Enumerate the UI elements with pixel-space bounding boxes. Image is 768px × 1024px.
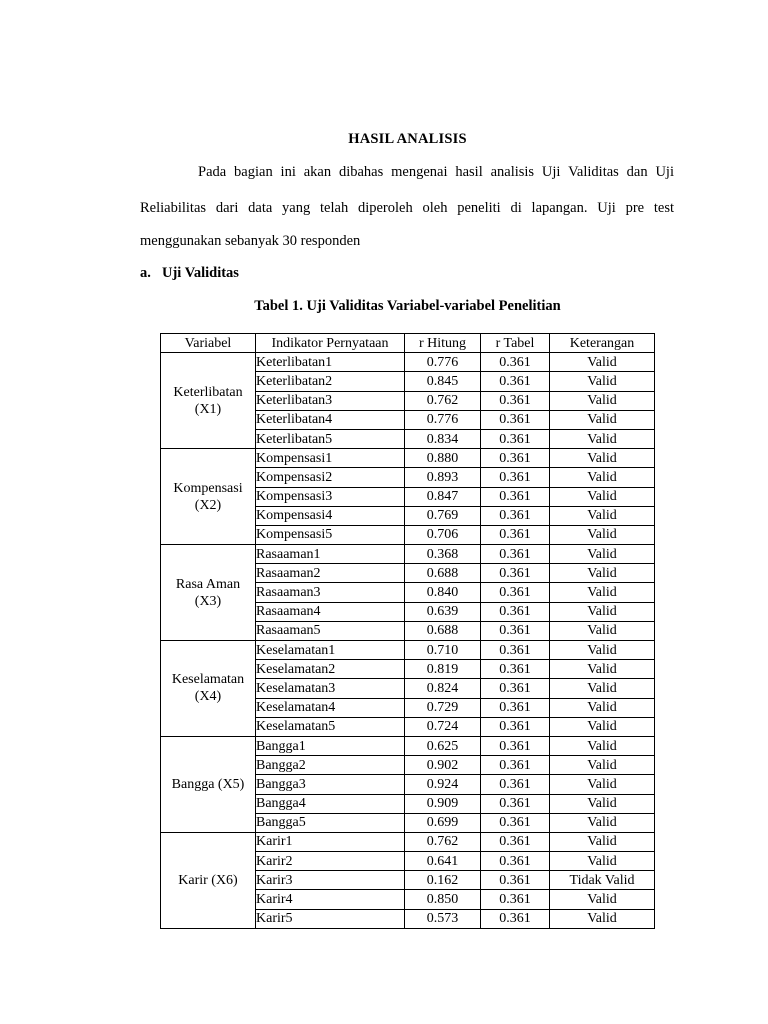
indikator-cell: Rasaaman4: [256, 602, 405, 621]
table-header-row: [161, 334, 655, 353]
r-hitung-cell: 0.639: [405, 602, 481, 621]
r-tabel-cell: 0.361: [481, 525, 550, 544]
indikator-cell: Keselamatan5: [256, 717, 405, 736]
section-title: Uji Validitas: [162, 265, 239, 281]
r-hitung-cell: 0.909: [405, 794, 481, 813]
keterangan-cell: Valid: [550, 353, 655, 372]
r-tabel-cell: 0.361: [481, 641, 550, 660]
r-tabel-cell: 0.361: [481, 506, 550, 525]
table-body: [161, 353, 655, 929]
indikator-cell: Keterlibatan3: [256, 391, 405, 410]
variable-label: (X3): [194, 593, 222, 609]
indikator-cell: Rasaaman5: [256, 621, 405, 640]
keterangan-cell: Valid: [550, 487, 655, 506]
keterangan-cell: Tidak Valid: [550, 871, 655, 890]
keterangan-cell: Valid: [550, 564, 655, 583]
r-hitung-cell: 0.769: [405, 506, 481, 525]
r-hitung-cell: 0.573: [405, 909, 481, 928]
variable-label: Keterlibatan: [173, 384, 243, 400]
variable-cell: [161, 736, 256, 832]
r-hitung-cell: 0.706: [405, 525, 481, 544]
indikator-cell: Keterlibatan2: [256, 372, 405, 391]
indikator-cell: Rasaaman2: [256, 564, 405, 583]
keterangan-cell: Valid: [550, 832, 655, 851]
variable-label: Karir (X6): [178, 872, 238, 888]
indikator-cell: Keterlibatan5: [256, 429, 405, 448]
header-keterangan: Keterangan: [550, 334, 655, 353]
keterangan-cell: Valid: [550, 449, 655, 468]
r-tabel-cell: 0.361: [481, 909, 550, 928]
keterangan-cell: Valid: [550, 890, 655, 909]
r-tabel-cell: 0.361: [481, 583, 550, 602]
r-hitung-cell: 0.924: [405, 775, 481, 794]
header-indikator: Indikator Pernyataan: [256, 334, 405, 353]
variable-label: Bangga (X5): [171, 776, 245, 792]
r-tabel-cell: 0.361: [481, 429, 550, 448]
validity-table: [160, 333, 655, 929]
indikator-cell: Keselamatan4: [256, 698, 405, 717]
indikator-cell: Bangga3: [256, 775, 405, 794]
keterangan-cell: Valid: [550, 583, 655, 602]
table-caption: Tabel 1. Uji Validitas Variabel-variabel Penelitian: [254, 298, 561, 314]
keterangan-cell: Valid: [550, 736, 655, 755]
variable-label: Keselamatan: [171, 672, 245, 688]
indikator-cell: Karir3: [256, 871, 405, 890]
r-hitung-cell: 0.625: [405, 736, 481, 755]
r-tabel-cell: 0.361: [481, 679, 550, 698]
r-tabel-cell: 0.361: [481, 756, 550, 775]
keterangan-cell: Valid: [550, 775, 655, 794]
keterangan-cell: Valid: [550, 641, 655, 660]
indikator-cell: Kompensasi3: [256, 487, 405, 506]
keterangan-cell: Valid: [550, 372, 655, 391]
r-tabel-cell: 0.361: [481, 813, 550, 832]
r-hitung-cell: 0.776: [405, 353, 481, 372]
r-tabel-cell: 0.361: [481, 372, 550, 391]
table-row: [161, 449, 655, 468]
keterangan-cell: Valid: [550, 698, 655, 717]
r-tabel-cell: 0.361: [481, 449, 550, 468]
r-tabel-cell: 0.361: [481, 410, 550, 429]
keterangan-cell: Valid: [550, 506, 655, 525]
indikator-cell: Rasaaman1: [256, 545, 405, 564]
header-variabel: Variabel: [161, 334, 256, 353]
variable-cell: [161, 353, 256, 449]
keterangan-cell: Valid: [550, 391, 655, 410]
r-tabel-cell: 0.361: [481, 353, 550, 372]
r-hitung-cell: 0.847: [405, 487, 481, 506]
r-tabel-cell: 0.361: [481, 621, 550, 640]
keterangan-cell: Valid: [550, 852, 655, 871]
indikator-cell: Kompensasi1: [256, 449, 405, 468]
r-tabel-cell: 0.361: [481, 487, 550, 506]
keterangan-cell: Valid: [550, 813, 655, 832]
indikator-cell: Keterlibatan1: [256, 353, 405, 372]
keterangan-cell: Valid: [550, 909, 655, 928]
indikator-cell: Karir4: [256, 890, 405, 909]
r-tabel-cell: 0.361: [481, 545, 550, 564]
r-hitung-cell: 0.762: [405, 391, 481, 410]
r-hitung-cell: 0.688: [405, 621, 481, 640]
table-row: [161, 736, 655, 755]
keterangan-cell: Valid: [550, 756, 655, 775]
r-hitung-cell: 0.710: [405, 641, 481, 660]
keterangan-cell: Valid: [550, 794, 655, 813]
indikator-cell: Karir2: [256, 852, 405, 871]
r-hitung-cell: 0.845: [405, 372, 481, 391]
variable-cell: [161, 545, 256, 641]
indikator-cell: Karir5: [256, 909, 405, 928]
indikator-cell: Bangga5: [256, 813, 405, 832]
variable-label: Rasa Aman: [175, 576, 241, 592]
indikator-cell: Bangga2: [256, 756, 405, 775]
header-r-hitung: r Hitung: [405, 334, 481, 353]
table-row: [161, 832, 655, 851]
paragraph-line-1: Pada bagian ini akan dibahas mengenai hasil analisis Uji Validitas dan Uji: [198, 164, 674, 180]
r-hitung-cell: 0.688: [405, 564, 481, 583]
r-hitung-cell: 0.724: [405, 717, 481, 736]
paragraph-line-3: menggunakan sebanyak 30 responden: [140, 233, 361, 249]
r-tabel-cell: 0.361: [481, 852, 550, 871]
r-hitung-cell: 0.902: [405, 756, 481, 775]
page-title: HASIL ANALISIS: [348, 131, 467, 147]
variable-label: (X2): [194, 497, 222, 513]
paragraph-line-2: Reliabilitas dari data yang telah diperoleh oleh peneliti di lapangan. Uji pre test: [140, 200, 674, 216]
keterangan-cell: Valid: [550, 545, 655, 564]
keterangan-cell: Valid: [550, 429, 655, 448]
r-tabel-cell: 0.361: [481, 391, 550, 410]
keterangan-cell: Valid: [550, 410, 655, 429]
header-r-tabel: r Tabel: [481, 334, 550, 353]
r-tabel-cell: 0.361: [481, 698, 550, 717]
keterangan-cell: Valid: [550, 468, 655, 487]
r-hitung-cell: 0.699: [405, 813, 481, 832]
r-tabel-cell: 0.361: [481, 890, 550, 909]
r-tabel-cell: 0.361: [481, 660, 550, 679]
indikator-cell: Keselamatan1: [256, 641, 405, 660]
keterangan-cell: Valid: [550, 525, 655, 544]
r-tabel-cell: 0.361: [481, 871, 550, 890]
r-hitung-cell: 0.641: [405, 852, 481, 871]
r-tabel-cell: 0.361: [481, 775, 550, 794]
indikator-cell: Keterlibatan4: [256, 410, 405, 429]
indikator-cell: Keselamatan2: [256, 660, 405, 679]
indikator-cell: Karir1: [256, 832, 405, 851]
indikator-cell: Bangga4: [256, 794, 405, 813]
r-hitung-cell: 0.162: [405, 871, 481, 890]
variable-label: (X4): [194, 689, 222, 705]
indikator-cell: Kompensasi2: [256, 468, 405, 487]
r-hitung-cell: 0.762: [405, 832, 481, 851]
r-hitung-cell: 0.893: [405, 468, 481, 487]
keterangan-cell: Valid: [550, 679, 655, 698]
r-hitung-cell: 0.834: [405, 429, 481, 448]
r-hitung-cell: 0.776: [405, 410, 481, 429]
indikator-cell: Kompensasi4: [256, 506, 405, 525]
section-heading: [140, 265, 239, 282]
r-hitung-cell: 0.880: [405, 449, 481, 468]
r-tabel-cell: 0.361: [481, 564, 550, 583]
variable-label: (X1): [194, 401, 222, 417]
table-row: [161, 641, 655, 660]
r-hitung-cell: 0.824: [405, 679, 481, 698]
r-hitung-cell: 0.850: [405, 890, 481, 909]
r-tabel-cell: 0.361: [481, 602, 550, 621]
r-tabel-cell: 0.361: [481, 832, 550, 851]
r-hitung-cell: 0.840: [405, 583, 481, 602]
indikator-cell: Kompensasi5: [256, 525, 405, 544]
indikator-cell: Keselamatan3: [256, 679, 405, 698]
r-tabel-cell: 0.361: [481, 736, 550, 755]
r-tabel-cell: 0.361: [481, 794, 550, 813]
indikator-cell: Rasaaman3: [256, 583, 405, 602]
section-number: a.: [140, 265, 151, 281]
indikator-cell: Bangga1: [256, 736, 405, 755]
keterangan-cell: Valid: [550, 717, 655, 736]
r-tabel-cell: 0.361: [481, 468, 550, 487]
r-hitung-cell: 0.819: [405, 660, 481, 679]
keterangan-cell: Valid: [550, 602, 655, 621]
variable-label: Kompensasi: [173, 480, 243, 496]
keterangan-cell: Valid: [550, 621, 655, 640]
r-hitung-cell: 0.729: [405, 698, 481, 717]
r-tabel-cell: 0.361: [481, 717, 550, 736]
variable-cell: [161, 641, 256, 737]
table-row: [161, 353, 655, 372]
keterangan-cell: Valid: [550, 660, 655, 679]
variable-cell: [161, 832, 256, 928]
table-row: [161, 545, 655, 564]
variable-cell: [161, 449, 256, 545]
r-hitung-cell: 0.368: [405, 545, 481, 564]
